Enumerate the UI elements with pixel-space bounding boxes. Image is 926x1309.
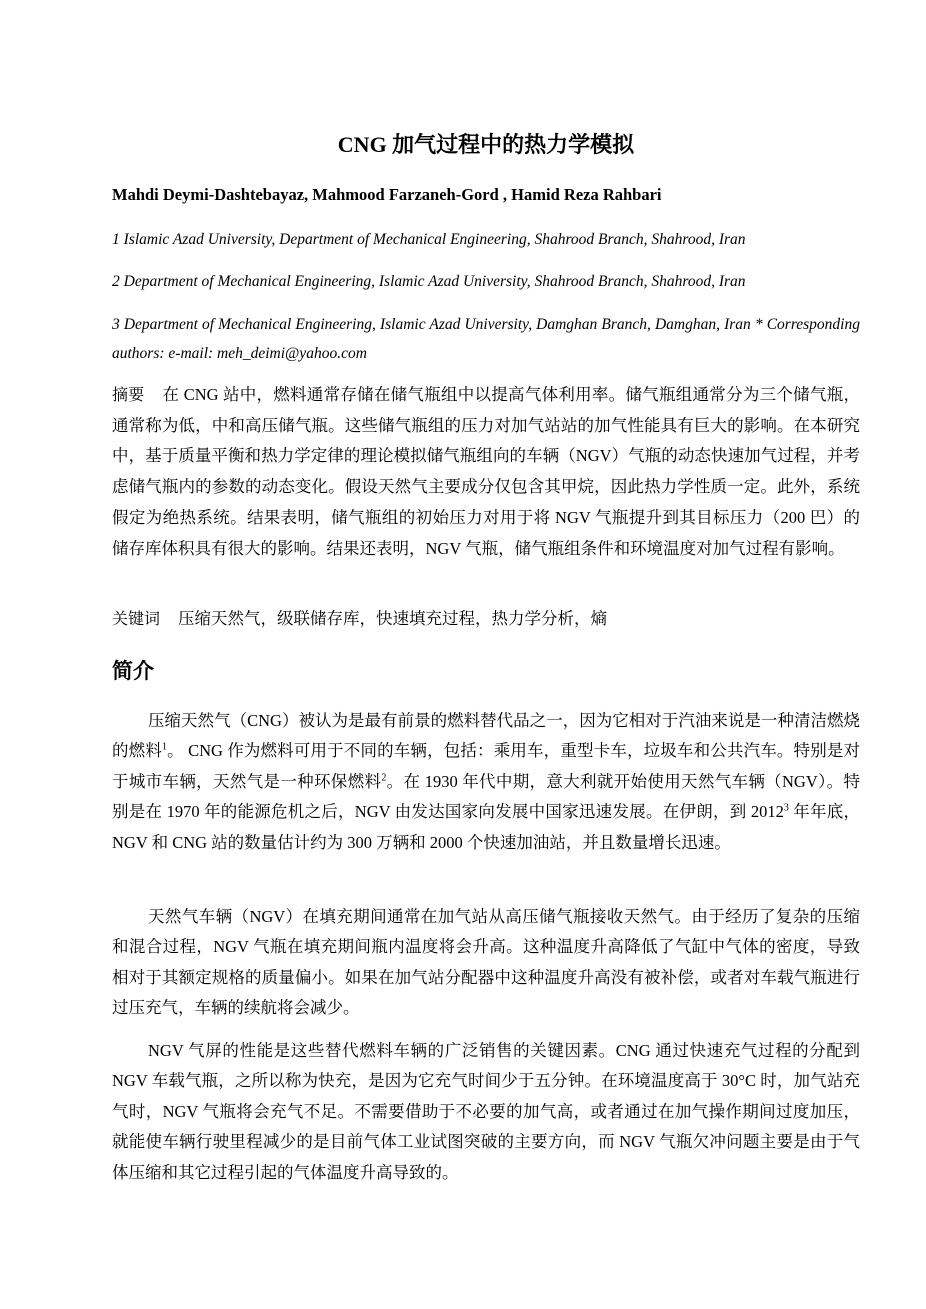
keywords-label: 关键词 (112, 609, 161, 628)
author-list: Mahdi Deymi-Dashtebayaz, Mahmood Farzaneh-Gord , Hamid Reza Rahbari (112, 185, 662, 204)
reference-2: 2 (381, 772, 387, 784)
reference-3: 3 (783, 802, 789, 814)
section-heading: 简介 (112, 659, 154, 683)
paragraph-1-part-d: 年年底，NGV 和 CNG 站的数量估计约为 300 万辆和 2000 个快速加油站，并且数量增长迅速。 (112, 802, 861, 852)
paragraph-1-part-c: 。在 1930 年代中期，意大利就开始使用天然气车辆（NGV）。特别是在 1970 年的能源危机之后，NGV 由发达国家向发展中国家迅速发展。在伊朗，到 2012 (112, 771, 861, 822)
paragraph-1-part-a: 压缩天然气（CNG）被认为是最有前景的燃料替代品之一，因为它相对于汽油来说是一种清洁燃烧的燃料 (112, 711, 860, 761)
keywords (112, 604, 860, 635)
paragraph-3: NGV 气屏的性能是这些替代燃料车辆的广泛销售的关键因素。CNG 通过快速充气过程的分配到 NGV 车载气瓶，之所以称为快充，是因为它充气时间少于五分钟。在环境温度高于 30°C 时，加气站充气时，NGV 气瓶将会充气不足。不需要借助于不必要的加气高，或者通过在加气操作期间过度加压，就能使车辆行驶里程减少的是目前气体工业试图突破的主要方向，而 NGV 气瓶欠冲问题主要是由于气体压缩和其它过程引起的气体温度升高导致的。 (112, 1041, 860, 1182)
affiliation-3: 3 Department of Mechanical Engineering, Islamic Azad University, Damghan Branch, Damghan, Iran * Corresponding authors: e-mail: meh_deimi@yahoo.com (112, 316, 860, 362)
paragraph-2: 天然气车辆（NGV）在填充期间通常在加气站从高压储气瓶接收天然气。由于经历了复杂的压缩和混合过程，NGV 气瓶在填充期间瓶内温度将会升高。这种温度升高降低了气缸中气体的密度，导致相对于其额定规格的质量偏小。如果在加气站分配器中这种温度升高没有被补偿，或者对车载气瓶进行过压充气，车辆的续航将会减少。 (112, 907, 860, 1018)
keywords-text: 压缩天然气，级联储存库，快速填充过程，热力学分析，熵 (178, 609, 608, 628)
abstract (112, 380, 860, 564)
paragraph-1-part-b: 。 CNG 作为燃料可用于不同的车辆，包括：乘用车，重型卡车，垃圾车和公共汽车。特别是对于城市车辆，天然气是一种环保燃料 (112, 741, 861, 791)
reference-1: 1 (161, 741, 167, 753)
affiliation-1: 1 Islamic Azad University, Department of Mechanical Engineering, Shahrood Branch, Shahrood, Iran (112, 231, 746, 248)
paragraph-1 (112, 706, 860, 858)
abstract-label: 摘要 (112, 385, 145, 404)
paper-title: CNG 加气过程中的热力学模拟 (337, 132, 635, 157)
affiliation-2: 2 Department of Mechanical Engineering, Islamic Azad University, Shahrood Branch, Shahrood, Iran (112, 273, 746, 290)
abstract-text: 在 CNG 站中，燃料通常存储在储气瓶组中以提高气体利用率。储气瓶组通常分为三个储气瓶，通常称为低，中和高压储气瓶。这些储气瓶组的压力对加气站站的加气性能具有巨大的影响。在本研究中，基于质量平衡和热力学定律的理论模拟储气瓶组向的车辆（NGV）气瓶的动态快速加气过程，并考虑储气瓶内的参数的动态变化。假设天然气主要成分仅包含其甲烷，因此热力学性质一定。此外，系统假定为绝热系统。结果表明，储气瓶组的初始压力对用于将 NGV 气瓶提升到其目标压力（200 巴）的储存库体积具有很大的影响。结果还表明，NGV 气瓶，储气瓶组条件和环境温度对加气过程有影响。 (112, 385, 860, 558)
